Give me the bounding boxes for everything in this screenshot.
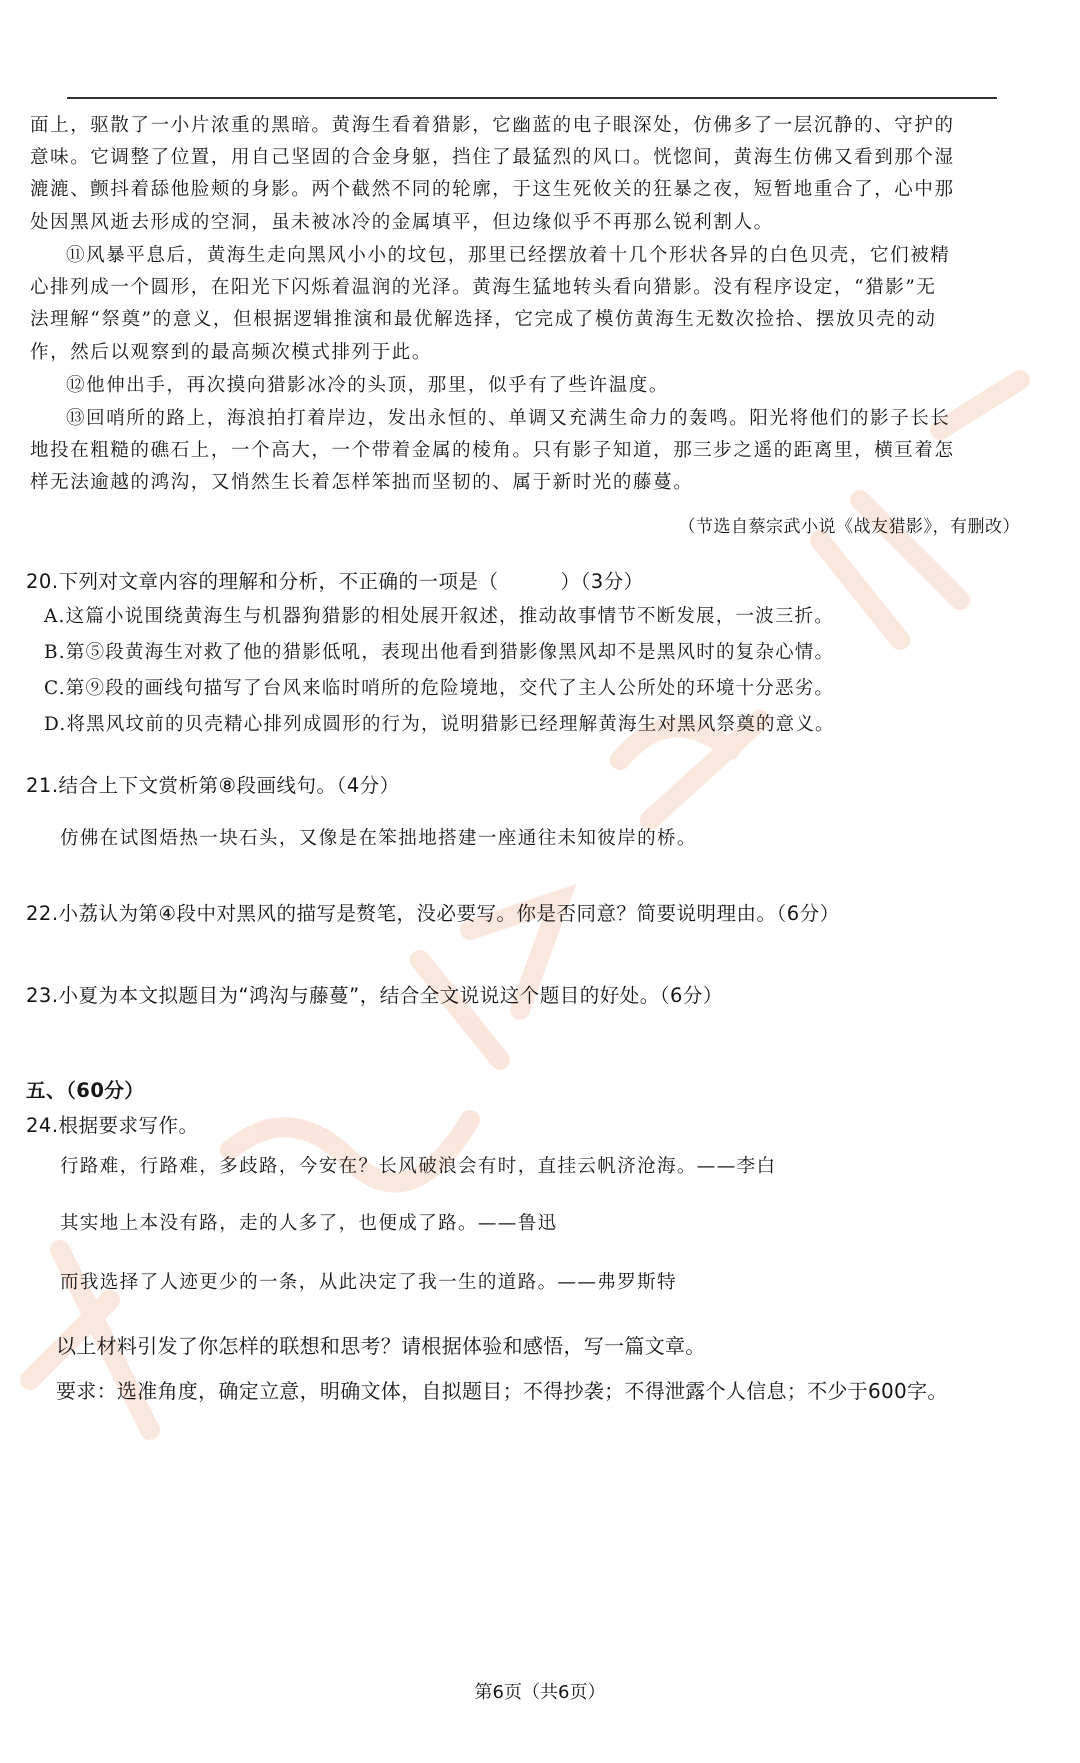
passage-paragraph-continued: [30, 110, 1048, 239]
text-line: ⑫他伸出手，再次摸向猎影冰冷的头顶，那里，似乎有了些许温度。: [66, 375, 670, 396]
text-line: 样无法逾越的鸿沟，又悄然生长着怎样笨拙而坚韧的、属于新时光的藤蔓。: [30, 472, 694, 494]
question-20-points: ）（3分）: [560, 570, 644, 593]
writing-prompt: 以上材料引发了你怎样的联想和思考？请根据体验和感悟，写一篇文章。: [56, 1334, 706, 1358]
text-line: ⑪风暴平息后，黄海生走向黑风小小的坟包，那里已经摆放着十几个形状各异的白色贝壳，它们被精: [66, 245, 951, 266]
text-line: 法理解“祭奠”的意义，但根据逻辑推演和最优解选择，它完成了模仿黄海生无数次捡拾、摆放贝壳的动: [30, 309, 937, 331]
material-2: 其实地上本没有路，走的人多了，也便成了路。——鲁迅: [60, 1213, 558, 1234]
option-d: D.将黑风坟前的贝壳精心排列成圆形的行为，说明猎影已经理解黄海生对黑风祭奠的意义。: [44, 714, 835, 735]
section-5-heading: 五、（60分）: [26, 1079, 145, 1102]
text-line: 处因黑风逝去形成的空洞，虽未被冰冷的金属填平，但边缘似乎不再那么锐利割人。: [30, 211, 774, 233]
question-22: 22.小荔认为第④段中对黑风的描写是赘笔，没必要写。你是否同意？简要说明理由。（6分）: [26, 902, 840, 925]
text-line: 漉漉、颤抖着舔他脸颊的身影。两个截然不同的轮廓，于这生死攸关的狂暴之夜，短暂地重合了，心中那: [30, 179, 955, 201]
question-21: 21.结合上下文赏析第⑧段画线句。（4分）: [26, 774, 400, 797]
option-b: B.第⑤段黄海生对救了他的猎影低吼，表现出他看到猎影像黑风却不是黑风时的复杂心情。: [44, 642, 835, 663]
question-23: 23.小夏为本文拟题目为“鸿沟与藤蔓”，结合全文说说这个题目的好处。（6分）: [26, 984, 723, 1007]
text-line: 面上，驱散了一小片浓重的黑暗。黄海生看着猎影，它幽蓝的电子眼深处，仿佛多了一层沉静的、守护的: [30, 115, 955, 136]
text-line: 作，然后以观察到的最高频次模式排列于此。: [30, 341, 433, 363]
question-20-stem: 20.下列对文章内容的理解和分析，不正确的一项是（: [26, 570, 499, 593]
passage-paragraph-11: [30, 240, 1048, 369]
text-line: 意味。它调整了位置，用自己坚固的合金身躯，挡住了最猛烈的风口。恍惚间，黄海生仿佛又看到那个湿: [30, 147, 955, 169]
top-rule: [67, 97, 997, 99]
question-24: 24.根据要求写作。: [26, 1114, 199, 1137]
page-footer: 第6页（共6页）: [474, 1682, 606, 1703]
question-21-quote: 仿佛在试图焐热一块石头，又像是在笨拙地搭建一座通往未知彼岸的桥。: [60, 828, 697, 849]
material-1: 行路难，行路难，多歧路，今安在？长风破浪会有时，直挂云帆济沧海。——李白: [60, 1156, 777, 1177]
passage-paragraph-13: [30, 403, 1048, 500]
option-c: C.第⑨段的画线句描写了台风来临时哨所的危险境地，交代了主人公所处的环境十分恶劣。: [44, 678, 835, 699]
material-3: 而我选择了人迹更少的一条，从此决定了我一生的道路。——弗罗斯特: [60, 1272, 677, 1293]
passage-source: （节选自蔡宗武小说《战友猎影》，有删改）: [678, 517, 1020, 537]
text-line: 心排列成一个圆形，在阳光下闪烁着温润的光泽。黄海生猛地转头看向猎影。没有程序设定，“猎影”无: [30, 277, 937, 299]
writing-requirements: 要求：选准角度，确定立意，明确文体，自拟题目；不得抄袭；不得泄露个人信息；不少于600字。: [56, 1379, 948, 1403]
option-a: A.这篇小说围绕黄海生与机器狗猎影的相处展开叙述，推动故事情节不断发展，一波三折。: [44, 606, 834, 627]
text-line: ⑬回哨所的路上，海浪拍打着岸边，发出永恒的、单调又充满生命力的轰鸣。阳光将他们的影子长长: [66, 408, 951, 429]
text-line: 地投在粗糙的礁石上，一个高大，一个带着金属的棱角。只有影子知道，那三步之遥的距离里，横亘着怎: [30, 440, 955, 462]
passage-paragraph-12: [30, 370, 1048, 402]
question-20: [26, 566, 644, 594]
